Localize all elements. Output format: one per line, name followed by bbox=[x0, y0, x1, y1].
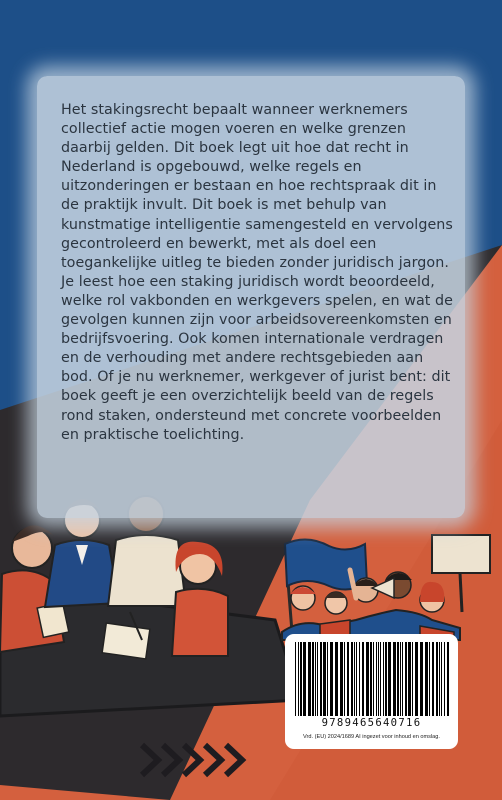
barcode-icon bbox=[285, 636, 458, 718]
isbn-digits: 9789465640716 bbox=[321, 717, 422, 729]
blurb-panel bbox=[37, 76, 465, 518]
barcode-box bbox=[285, 634, 458, 749]
ai-legal-notice: Vrd. (EU) 2024/1689 AI ingezet voor inhoud en omslag. bbox=[303, 734, 440, 740]
back-cover-blurb: Het stakingsrecht bepaalt wanneer werknemers collectief actie mogen voeren en welke grenzen daarbij gelden. Dit boek legt uit hoe dat recht in Nederland is opgebouwd, welke regels en uitzonderingen er bestaan en hoe rechtspraak dit in de praktijk invult. Dit boek is met behulp van kunstmatige intelligentie samengesteld en vervolgens gecontroleerd en bewerkt, met als doel een toegankelijke uitleg te bieden zonder juridisch jargon. Je leest hoe een staking juridisch wordt beoordeeld, welke rol vakbonden en werkgevers spelen, en wat de gevolgen kunnen zijn voor arbeidsovereenkomsten en bedrijfsvoering. Ook komen internationale verdragen en de verhouding met andere rechtsgebieden aan bod. Of je nu werknemer, werkgever of jurist bent: dit boek geeft je een overzichtelijk beeld van de regels rond staken, ondersteund met concrete voorbeelden en praktische toelichting. bbox=[61, 102, 453, 443]
